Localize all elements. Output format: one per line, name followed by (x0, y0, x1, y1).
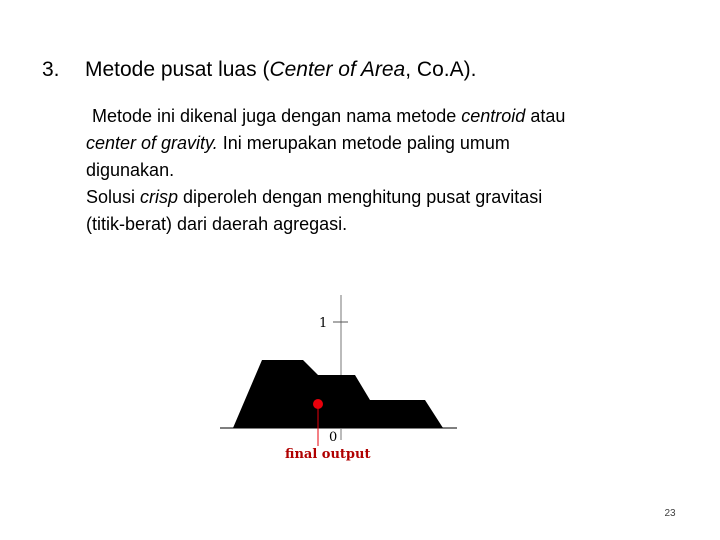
paragraph-line-3: digunakan. (86, 160, 175, 180)
paragraph-line-4-text: Solusi (86, 187, 141, 207)
heading-number: 3. (42, 58, 60, 81)
paragraph-line-4-end: diperoleh dengan menghitung pusat gravitasi (178, 187, 543, 207)
heading-text-italic: Center of Area (269, 58, 406, 81)
paragraph-line-1-italic: centroid (461, 106, 526, 126)
final-output-caption: final output (285, 447, 371, 462)
heading-text-part2: , Co.A). (405, 58, 477, 81)
centroid-diagram (215, 290, 465, 470)
paragraph-line-1-text: Metode ini dikenal juga dengan nama metode (92, 106, 462, 126)
centroid-figure (215, 290, 465, 470)
origin-label: 0 (329, 430, 338, 445)
y-tick-label: 1 (319, 316, 328, 331)
paragraph-line-2-text: Ini merupakan metode paling umum (217, 133, 510, 153)
paragraph-line-2-italic: center of gravity. (86, 133, 218, 153)
centroid-marker (313, 399, 323, 409)
paragraph-line-4 (86, 184, 696, 211)
paragraph-line-1-end: atau (525, 106, 566, 126)
body-paragraph (86, 103, 696, 238)
paragraph-line-2 (86, 130, 696, 157)
section-heading (42, 56, 476, 84)
paragraph-line-5: (titik-berat) dari daerah agregasi. (86, 214, 348, 234)
paragraph-line-4-italic: crisp (140, 187, 179, 207)
page-number: 23 (664, 508, 676, 519)
heading-text-part1: Metode pusat luas ( (85, 58, 270, 81)
paragraph-line-1 (86, 103, 696, 130)
aggregated-region (233, 360, 443, 428)
